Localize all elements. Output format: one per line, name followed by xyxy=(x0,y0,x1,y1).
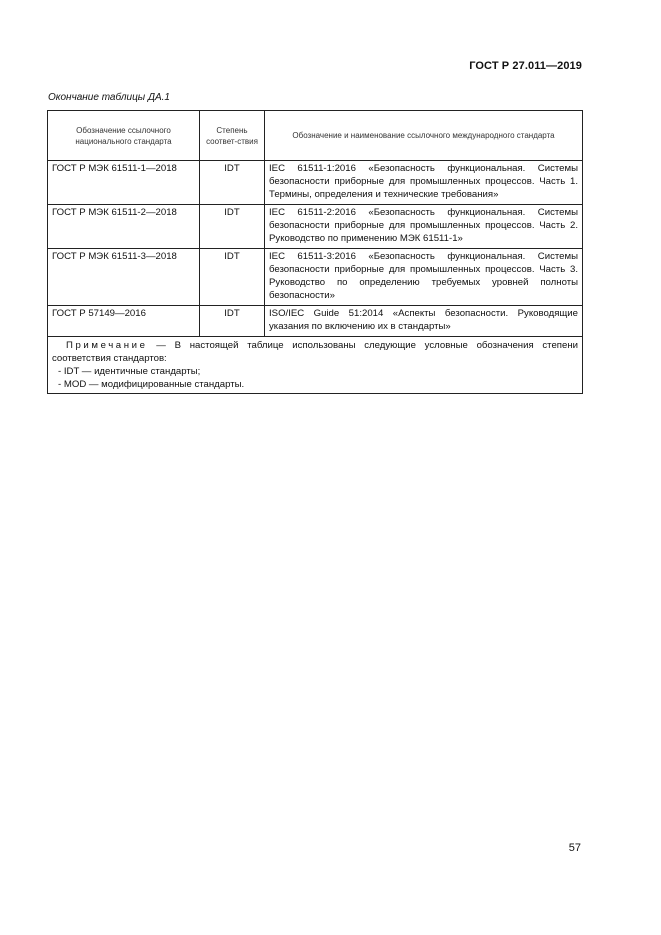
note-paragraph xyxy=(52,339,578,365)
international-standard-cell: ISO/IEC Guide 51:2014 «Аспекты безопасности. Руководящие указания по включению их в стандарты» xyxy=(265,306,583,337)
table-header-row xyxy=(48,111,583,161)
international-standard-cell: IEC 61511-2:2016 «Безопасность функциональная. Системы безопасности приборные для промышленных процессов. Часть 2. Руководство по применению МЭК 61511-1» xyxy=(265,205,583,249)
national-standard-cell: ГОСТ Р 57149—2016 xyxy=(48,306,200,337)
degree-cell: IDT xyxy=(200,249,265,306)
degree-cell: IDT xyxy=(200,205,265,249)
national-standard-cell: ГОСТ Р МЭК 61511-2—2018 xyxy=(48,205,200,249)
degree-cell: IDT xyxy=(200,161,265,205)
table-row xyxy=(48,249,583,306)
note-list-item: - IDT — идентичные стандарты; xyxy=(58,366,201,377)
table-row xyxy=(48,161,583,205)
degree-cell: IDT xyxy=(200,306,265,337)
table-row xyxy=(48,205,583,249)
note-label: Примечание xyxy=(66,340,148,351)
reference-standards-table xyxy=(47,110,583,394)
table-note xyxy=(48,337,583,394)
national-standard-cell: ГОСТ Р МЭК 61511-1—2018 xyxy=(48,161,200,205)
national-standard-cell: ГОСТ Р МЭК 61511-3—2018 xyxy=(48,249,200,306)
column-header-international: Обозначение и наименование ссылочного международного стандарта xyxy=(265,111,583,161)
international-standard-cell: IEC 61511-1:2016 «Безопасность функциональная. Системы безопасности приборные для промышленных процессов. Часть 1. Термины, определения и технические требования» xyxy=(265,161,583,205)
column-header-degree: Степень соответ-ствия xyxy=(200,111,265,161)
note-text: — В настоящей таблице использованы следующие условные обозначения степени соответствия стандартов: xyxy=(52,340,578,364)
table-caption: Окончание таблицы ДА.1 xyxy=(48,92,170,103)
note-list-item: - MOD — модифицированные стандарты. xyxy=(58,379,245,390)
international-standard-cell: IEC 61511-3:2016 «Безопасность функциональная. Системы безопасности приборные для промышленных процессов. Часть 3. Руководство по определению требуемых уровней полноты безопасности» xyxy=(265,249,583,306)
document-header: ГОСТ Р 27.011—2019 xyxy=(469,60,582,72)
table-note-row xyxy=(48,337,583,394)
table-row xyxy=(48,306,583,337)
page-number: 57 xyxy=(568,842,581,854)
column-header-national: Обозначение ссылочного национального стандарта xyxy=(48,111,200,161)
